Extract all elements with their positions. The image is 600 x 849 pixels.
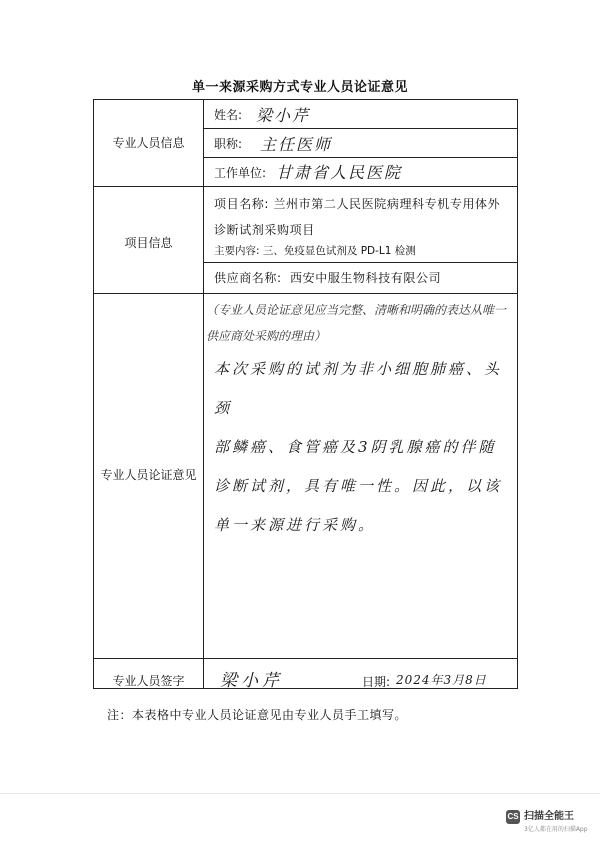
project-name-line1: 项目名称: 兰州市第二人民医院病理科专机专用体外: [214, 197, 501, 211]
row-divider: [203, 128, 517, 129]
title-label: 职称:: [214, 137, 243, 151]
opinion-line: 诊断试剂，具有唯一性。因此，以该: [214, 477, 503, 495]
form-table: [93, 99, 518, 689]
project-section-label: 项目信息: [124, 236, 173, 250]
opinion-line: 本次采购的试剂为非小细胞肺癌、头颈: [214, 360, 503, 417]
signature-section-label: 专业人员签字: [112, 674, 185, 688]
project-name-line2: 诊断试剂采购项目: [214, 223, 315, 237]
section-divider: [94, 293, 517, 294]
opinion-section-label: 专业人员论证意见: [100, 468, 197, 482]
project-main-content: 主要内容: 三、免疫显色试剂及 PD-L1 检测: [214, 245, 416, 257]
watermark-tagline: 3亿人都在用的扫描App: [524, 826, 588, 833]
title-value: 主任医师: [260, 135, 333, 154]
section-divider: [94, 186, 517, 187]
date-value: 2024年3月8日: [396, 673, 487, 687]
camscanner-logo-icon: CS: [506, 810, 520, 824]
opinion-line: 部鳞癌、食管癌及3阴乳腺癌的伴随: [214, 438, 497, 456]
name-label: 姓名:: [214, 108, 243, 122]
page-divider: [0, 793, 600, 794]
unit-label: 工作单位:: [214, 166, 267, 180]
section-divider: [94, 658, 517, 659]
opinion-text: [214, 350, 514, 545]
row-divider: [203, 157, 517, 158]
opinion-line: 单一来源进行采购。: [214, 516, 377, 534]
signature-value: 梁小芹: [220, 671, 283, 691]
document-title: 单一来源采购方式专业人员论证意见: [191, 80, 408, 95]
column-divider: [203, 100, 204, 688]
scanner-watermark: [506, 808, 596, 838]
unit-value: 甘肃省人民医院: [276, 163, 403, 182]
row-divider: [203, 262, 517, 263]
date-label: 日期:: [362, 675, 391, 689]
watermark-name: 扫描全能王: [524, 811, 574, 822]
personnel-section-label: 专业人员信息: [112, 136, 185, 150]
footnote: 注：本表格中专业人员论证意见由专业人员手工填写。: [107, 708, 408, 722]
supplier-value: 西安中服生物科技有限公司: [290, 271, 442, 285]
supplier-label: 供应商名称:: [214, 271, 282, 285]
name-value: 梁小芹: [256, 106, 311, 125]
opinion-guide: （专业人员论证意见应当完整、清晰和明确的表达从唯一供应商处采购的理由）: [206, 303, 507, 343]
